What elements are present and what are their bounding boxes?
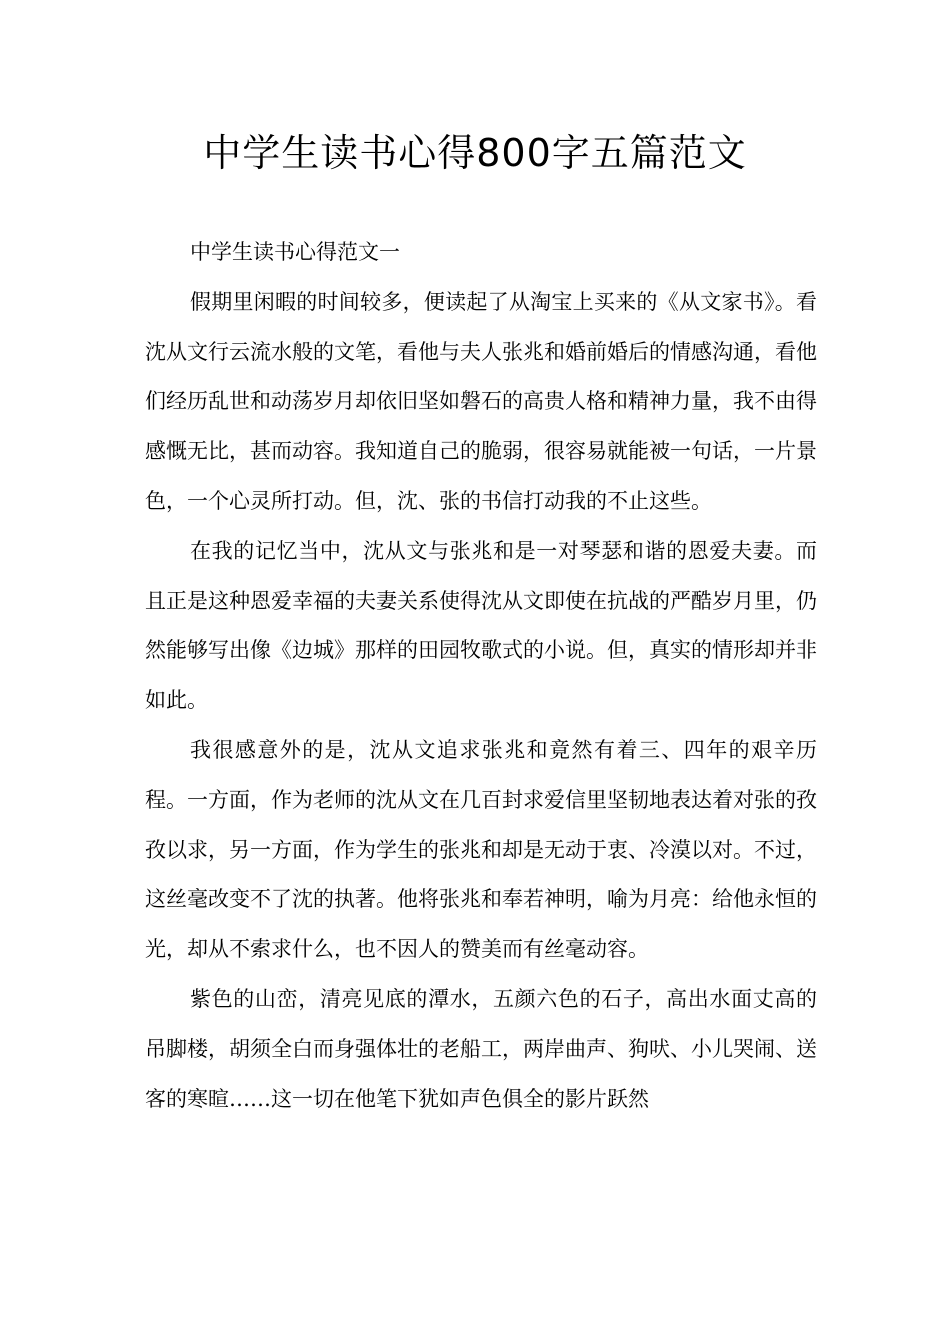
document-title: 中学生读书心得800字五篇范文 xyxy=(203,131,747,175)
paragraph-3: 我很感意外的是，沈从文追求张兆和竟然有着三、四年的艰辛历程。一方面，作为老师的沈从文在几百封求爱信里坚韧地表达着对张的孜孜以求，另一方面，作为学生的张兆和却是无动于衷、冷漠以对。不过，这丝毫改变不了沈的执著。他将张兆和奉若神明，喻为月亮：给他永恒的光，却从不索求什么，也不因人的赞美而有丝毫动容。 xyxy=(145,737,817,962)
paragraph-4: 紫色的山峦，清亮见底的潭水，五颜六色的石子，高出水面丈高的吊脚楼，胡须全白而身强体壮的老船工，两岸曲声、狗吠、小儿哭闹、送客的寒暄……这一切在他笔下犹如声色俱全的影片跃然 xyxy=(145,986,817,1111)
section-heading: 中学生读书心得范文一 xyxy=(190,240,400,264)
paragraph-1: 假期里闲暇的时间较多，便读起了从淘宝上买来的《从文家书》。看沈从文行云流水般的文笔，看他与夫人张兆和婚前婚后的情感沟通，看他们经历乱世和动荡岁月却依旧坚如磐石的高贵人格和精神力量，我不由得感慨无比，甚而动容。我知道自己的脆弱，很容易就能被一句话，一片景色，一个心灵所打动。但，沈、张的书信打动我的不止这些。 xyxy=(145,289,817,513)
paragraph-2: 在我的记忆当中，沈从文与张兆和是一对琴瑟和谐的恩爱夫妻。而且正是这种恩爱幸福的夫妻关系使得沈从文即使在抗战的严酷岁月里，仍然能够写出像《边城》那样的田园牧歌式的小说。但，真实的情形却并非如此。 xyxy=(145,538,817,713)
document-body xyxy=(145,228,817,1124)
